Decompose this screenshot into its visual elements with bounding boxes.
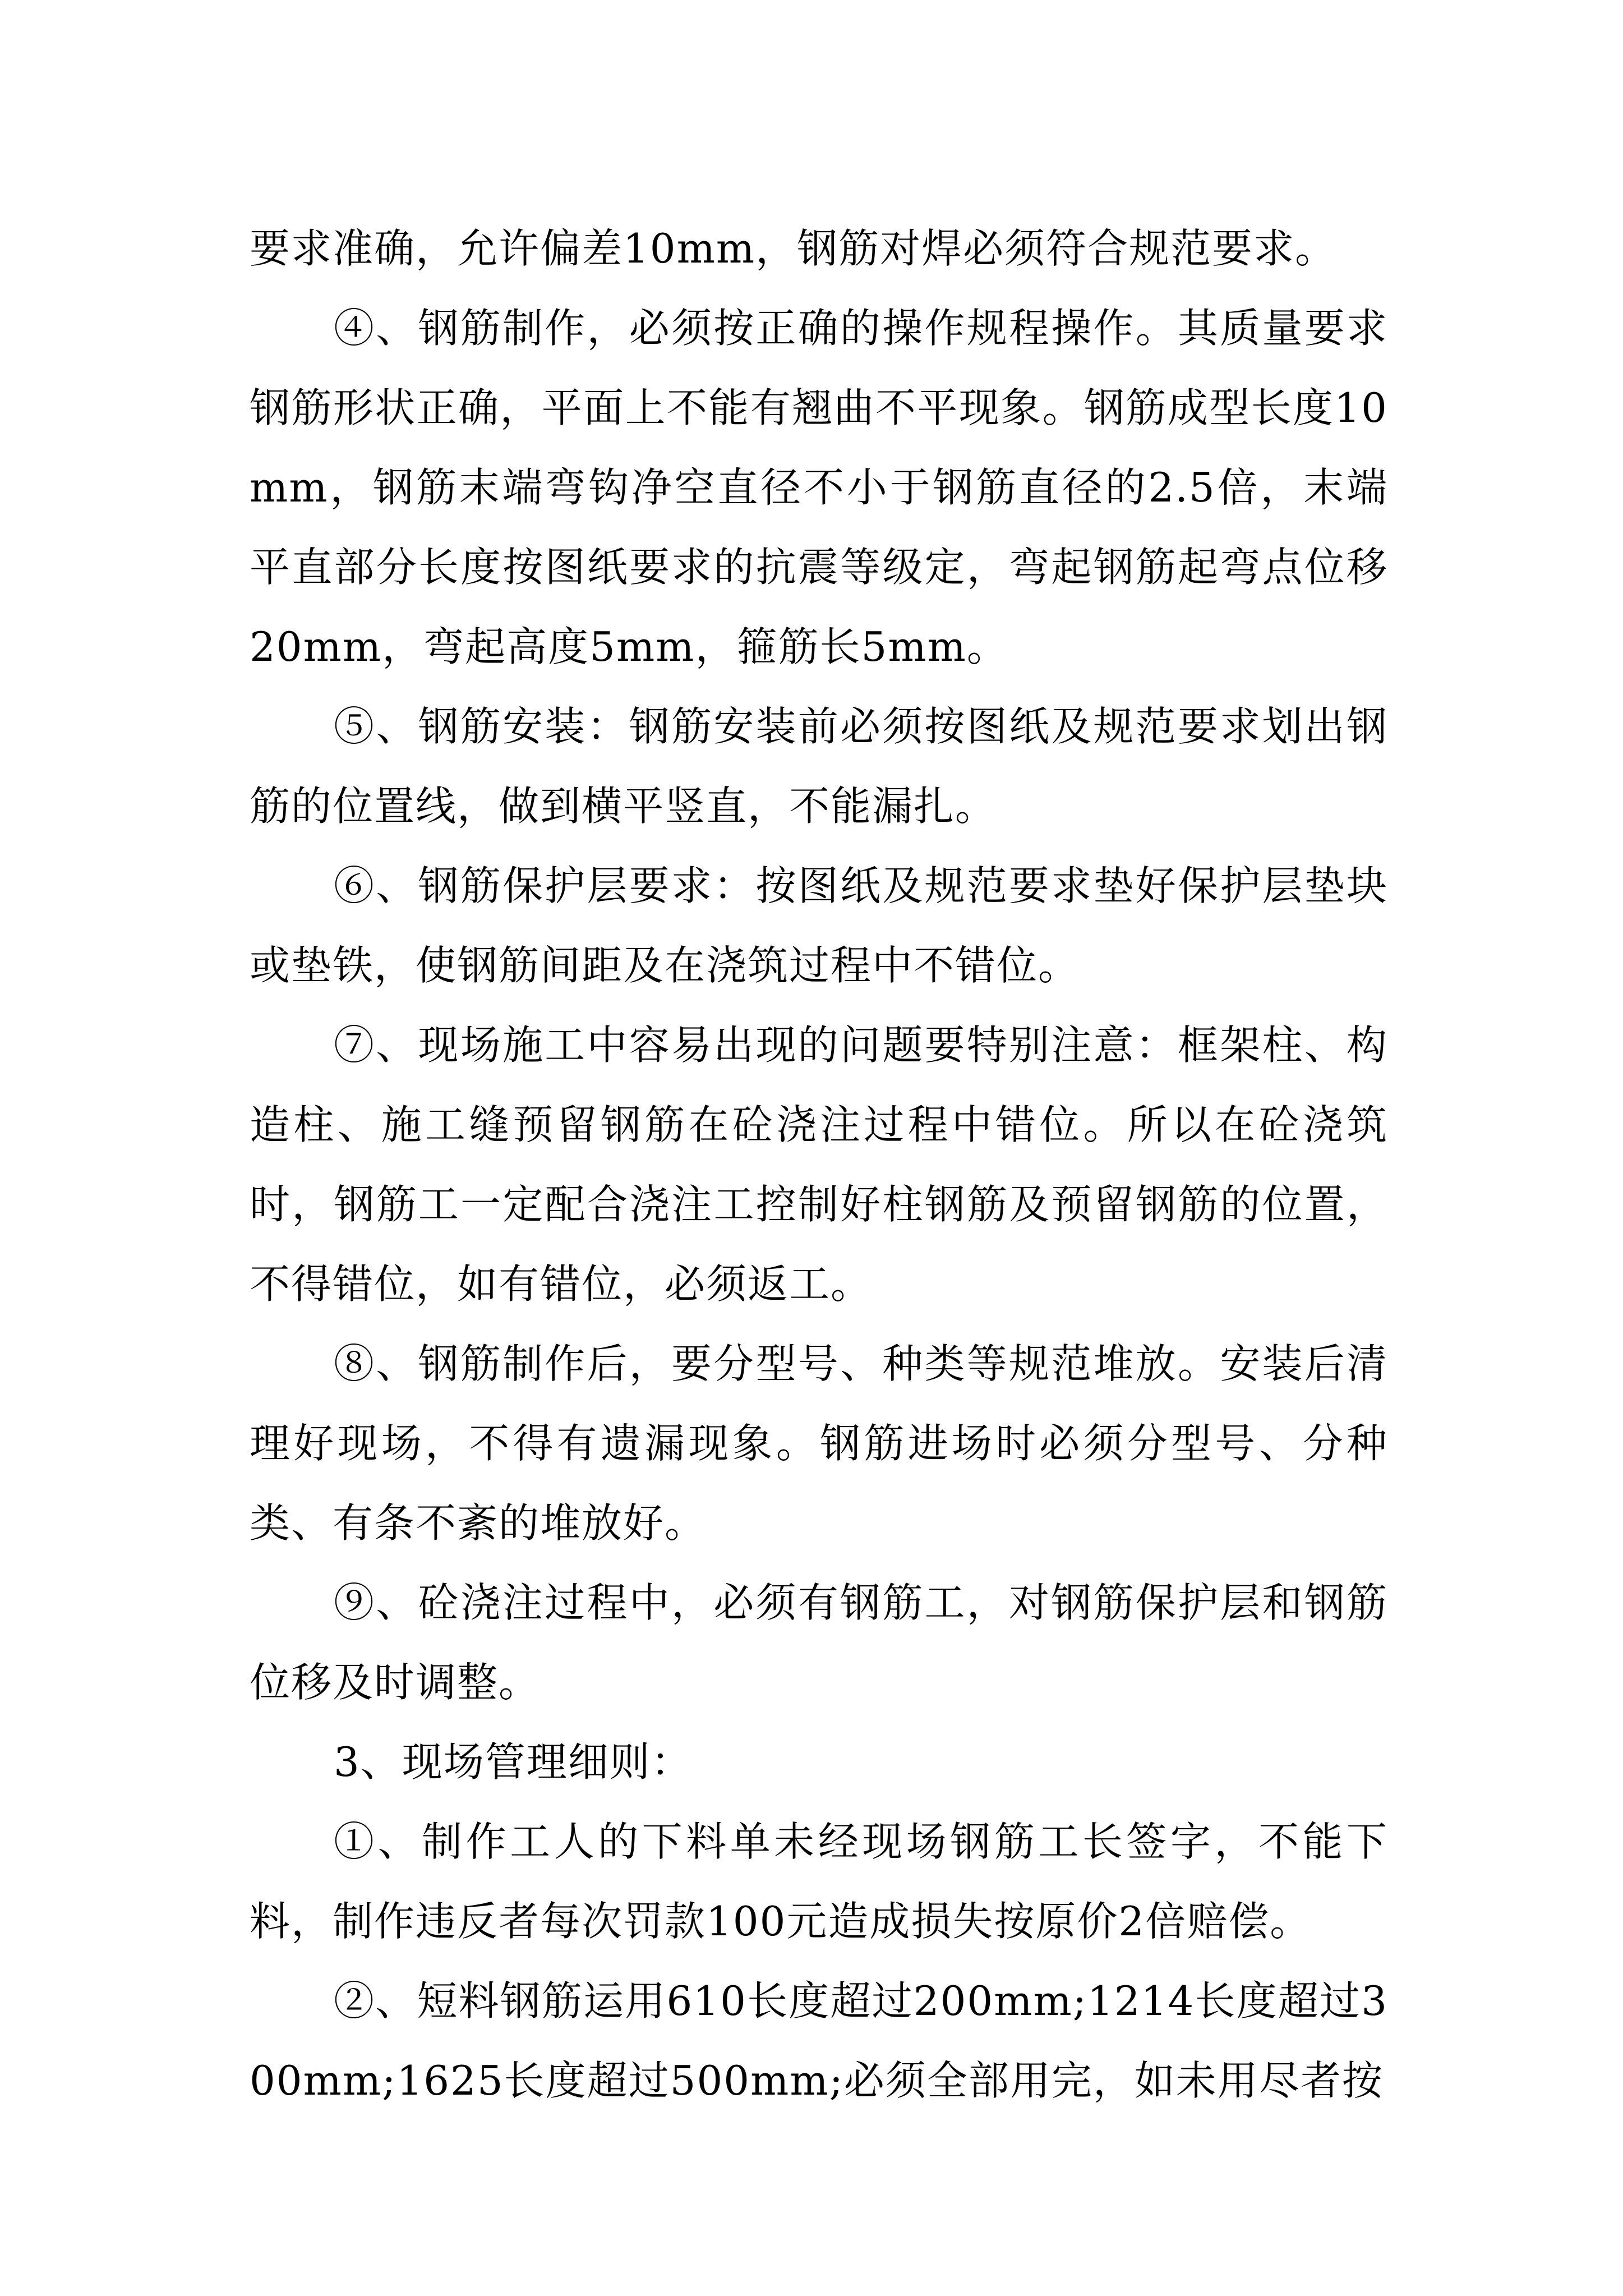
paragraph-3: ⑤、钢筋安装：钢筋安装前必须按图纸及规范要求划出钢筋的位置线，做到横平竖直，不能漏扎。 (250, 703, 1388, 830)
paragraph-2: ④、钢筋制作，必须按正确的操作规程操作。其质量要求钢筋形状正确，平面上不能有翘曲不平现象。钢筋成型长度10mm，钢筋末端弯钩净空直径不小于钢筋直径的2.5倍，末端平直部分长度按图纸要求的抗震等级定，弯起钢筋起弯点位移20mm，弯起高度5mm，箍筋长5mm。 (250, 305, 1388, 670)
paragraph-6: ⑧、钢筋制作后，要分型号、种类等规范堆放。安装后清理好现场，不得有遗漏现象。钢筋进场时必须分型号、分种类、有条不紊的堆放好。 (250, 1340, 1388, 1547)
paragraph-1: 要求准确，允许偏差10mm，钢筋对焊必须符合规范要求。 (250, 225, 1337, 272)
paragraph-5: ⑦、现场施工中容易出现的问题要特别注意：框架柱、构造柱、施工缝预留钢筋在砼浇注过程中错位。所以在砼浇筑时，钢筋工一定配合浇注工控制好柱钢筋及预留钢筋的位置，不得错位，如有错位，必须返工。 (250, 1022, 1388, 1308)
paragraph-4: ⑥、钢筋保护层要求：按图纸及规范要求垫好保护层垫块或垫铁，使钢筋间距及在浇筑过程中不错位。 (250, 862, 1388, 989)
paragraph-9: ①、制作工人的下料单未经现场钢筋工长签字，不能下料，制作违反者每次罚款100元造成损失按原价2倍赔偿。 (250, 1818, 1388, 1945)
paragraph-10: ②、短料钢筋运用610长度超过200mm;1214长度超过300mm;1625长度超过500mm;必须全部用完，如未用尽者按 (250, 1977, 1388, 2104)
section-heading: 3、现场管理细则： (334, 1738, 693, 1786)
document-body (250, 209, 1388, 2120)
paragraph-7: ⑨、砼浇注过程中，必须有钢筋工，对钢筋保护层和钢筋位移及时调整。 (250, 1579, 1388, 1706)
